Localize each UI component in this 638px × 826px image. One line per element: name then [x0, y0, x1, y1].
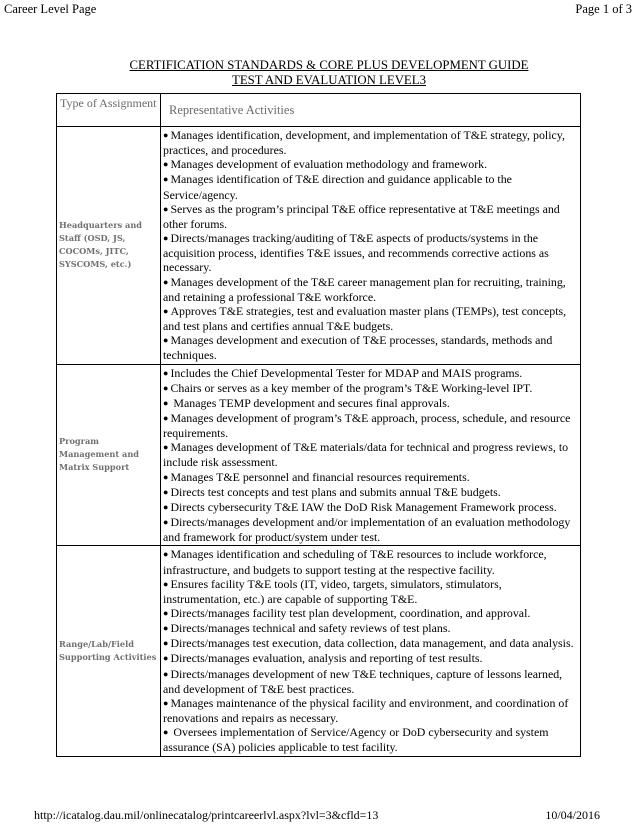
assignment-type-cell: Range/Lab/Field Supporting Activities: [57, 546, 161, 756]
activities-table: [56, 93, 581, 757]
bullet-icon: ●: [163, 442, 169, 453]
bullet-icon: ●: [163, 549, 169, 560]
activity-item: ● Manages identification of T&E direction and guidance applicable to the Service/agency.: [163, 172, 512, 202]
bullet-icon: ●: [163, 203, 169, 214]
activity-item: ● Manages development of T&E materials/data for technical and progress reviews, to include risk assessment.: [163, 440, 569, 470]
document-title: [60, 58, 598, 88]
activity-item: ● Directs/manages development and/or implementation of an evaluation methodology and framework for product/system under test.: [163, 515, 571, 545]
activity-item: ● Oversees implementation of Service/Agency or DoD cybersecurity and system assurance (SA) policies applicable to test facility.: [163, 725, 549, 755]
bullet-icon: ●: [163, 397, 169, 408]
bullet-icon: ●: [163, 517, 169, 528]
assignment-type-cell: Headquarters and Staff (OSD, JS, COCOMs, JITC, SYSCOMS, etc.): [57, 127, 161, 365]
activity-item: ● Manages development of evaluation methodology and framework.: [163, 157, 488, 172]
bullet-icon: ●: [163, 130, 169, 140]
bullet-icon: ●: [163, 653, 169, 664]
table-row: [57, 127, 581, 365]
bullet-icon: ●: [163, 486, 169, 497]
bullet-icon: ●: [163, 276, 169, 287]
bullet-icon: ●: [163, 412, 169, 423]
activity-item: ● Directs/manages test execution, data collection, data management, and data analysis.: [163, 636, 574, 651]
activity-item: ● Manages T&E personnel and financial resources requirements.: [163, 469, 470, 484]
title-line-1: CERTIFICATION STANDARDS & CORE PLUS DEVELOPMENT GUIDE: [129, 58, 529, 72]
table-header-row: [57, 94, 581, 127]
bullet-icon: ●: [163, 159, 169, 170]
activities-cell: [161, 364, 581, 546]
activity-item: ● Manages development and execution of T&E processes, standards, methods and techniques.: [163, 333, 553, 363]
activity-item: ● Approves T&E strategies, test and evaluation master plans (TEMPs), test concepts, and test plans and certifies annual T&E budgets.: [163, 303, 567, 334]
header-page-label: Career Level Page: [4, 2, 97, 16]
activity-item: ● Directs/manages tracking/auditing of T&E aspects of products/systems in the acquisition process, identifies T&E issues, and recommends corrective actions as necessary.: [163, 231, 549, 275]
activity-item: ● Directs/manages development of new T&E techniques, capture of lessons learned, and development of T&E best practices.: [163, 666, 563, 696]
bullet-icon: ●: [163, 305, 169, 316]
bullet-icon: ●: [163, 578, 169, 589]
activities-cell: [161, 127, 581, 365]
bullet-icon: ●: [163, 608, 169, 618]
header-page-number: Page 1 of 3: [575, 2, 632, 16]
bullet-icon: ●: [163, 471, 169, 482]
bullet-icon: ●: [163, 367, 169, 378]
table-row: [57, 546, 581, 756]
activity-item: ● Manages identification, development, and implementation of T&E strategy, policy, practices, and procedures.: [163, 128, 565, 158]
bullet-icon: ●: [163, 697, 169, 708]
assignment-type-cell: Program Management and Matrix Support: [57, 364, 161, 546]
activity-item: ● Manages development of the T&E career management plan for recruiting, training, and retaining a professional T&E workforce.: [163, 274, 566, 304]
activity-item: ● Manages development of program’s T&E approach, process, schedule, and resource requirements.: [163, 410, 571, 441]
activity-item: ● Manages maintenance of the physical facility and environment, and coordination of renovations and repairs as necessary.: [163, 695, 569, 726]
activities-cell: [161, 546, 581, 756]
activity-item: ● Serves as the program’s principal T&E office representative at T&E meetings and other forums.: [163, 201, 560, 231]
bullet-icon: ●: [163, 233, 169, 244]
activity-item: ● Chairs or serves as a key member of the program’s T&E Working-level IPT.: [163, 380, 533, 395]
column-header-type: Type of Assignment: [57, 94, 161, 127]
bullet-icon: ●: [163, 668, 169, 679]
activity-item: ● Ensures facility T&E tools (IT, video, targets, simulators, stimulators, instrumentation, etc.) are capable of supporting T&E.: [163, 576, 502, 606]
bullet-icon: ●: [163, 174, 169, 185]
table-row: [57, 364, 581, 546]
footer-url[interactable]: http://icatalog.dau.mil/onlinecatalog/printcareerlvl.aspx?lvl=3&cfld=13: [34, 808, 379, 822]
activity-item: ● Directs test concepts and test plans and submits annual T&E budgets.: [163, 484, 501, 499]
bullet-icon: ●: [163, 382, 169, 393]
bullet-icon: ●: [163, 727, 169, 738]
activity-item: ● Directs cybersecurity T&E IAW the DoD Risk Management Framework process.: [163, 499, 557, 514]
activity-item: ● Directs/manages technical and safety reviews of test plans.: [163, 621, 451, 636]
bullet-icon: ●: [163, 335, 169, 346]
column-header-activities: Representative Activities: [161, 94, 581, 127]
activity-item: ● Manages TEMP development and secures final approvals.: [163, 395, 450, 410]
footer-date: 10/04/2016: [545, 808, 600, 822]
activity-item: ● Directs/manages facility test plan development, coordination, and approval.: [163, 606, 531, 620]
activity-item: ● Directs/manages evaluation, analysis and reporting of test results.: [163, 651, 483, 666]
bullet-icon: ●: [163, 623, 169, 634]
activity-item: ● Manages identification and scheduling of T&E resources to include workforce, infrastructure, and budgets to support testing at the respective facility.: [163, 547, 547, 577]
bullet-icon: ●: [163, 638, 169, 649]
bullet-icon: ●: [163, 501, 169, 512]
activity-item: ● Includes the Chief Developmental Tester for MDAP and MAIS programs.: [163, 365, 523, 380]
title-line-2: TEST AND EVALUATION LEVEL3: [232, 73, 426, 87]
